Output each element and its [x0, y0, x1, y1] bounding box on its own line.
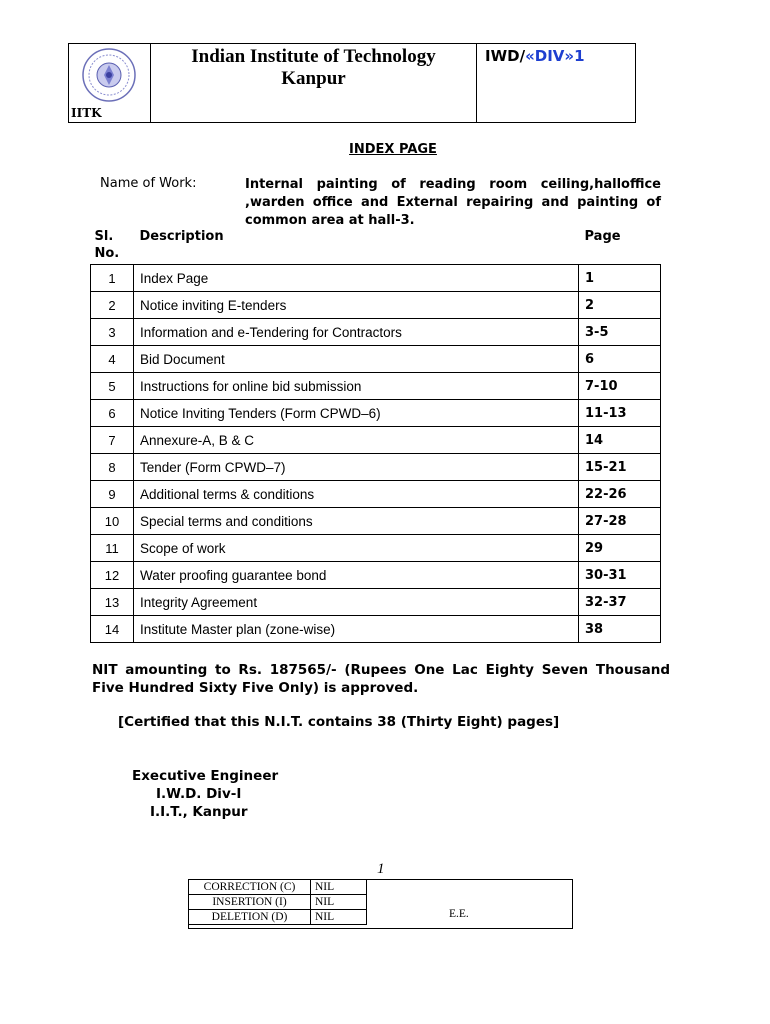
table-row	[91, 616, 661, 643]
signatory-division: I.W.D. Div-I	[156, 786, 242, 802]
institute-title	[151, 44, 477, 122]
page-cell: 32-37	[579, 589, 661, 616]
page-header: Page	[584, 229, 621, 244]
code-prefix: IWD/	[485, 47, 526, 65]
description-cell: Institute Master plan (zone-wise)	[134, 616, 579, 643]
iitk-logo	[81, 47, 137, 103]
sl-cell: 8	[91, 454, 134, 481]
sl-cell: 6	[91, 400, 134, 427]
table-row	[91, 373, 661, 400]
description-header: Description	[139, 229, 224, 244]
description-cell: Additional terms & conditions	[134, 481, 579, 508]
page-cell: 11-13	[579, 400, 661, 427]
table-row	[91, 508, 661, 535]
insertion-value: NIL	[311, 895, 367, 910]
code-suffix: 1	[574, 47, 585, 65]
description-cell: Instructions for online bid submission	[134, 373, 579, 400]
page-cell: 38	[579, 616, 661, 643]
sl-cell: 5	[91, 373, 134, 400]
signatory-designation: Executive Engineer	[132, 768, 279, 784]
page-cell: 6	[579, 346, 661, 373]
description-cell: Notice inviting E-tenders	[134, 292, 579, 319]
sl-header-line1: Sl.	[94, 229, 114, 244]
ee-signature-label: E.E.	[449, 908, 469, 920]
correction-row	[189, 895, 367, 910]
page-cell: 27-28	[579, 508, 661, 535]
table-row	[91, 346, 661, 373]
description-cell: Index Page	[134, 265, 579, 292]
correction-value: NIL	[311, 880, 367, 895]
description-cell: Special terms and conditions	[134, 508, 579, 535]
table-row	[91, 481, 661, 508]
description-cell: Integrity Agreement	[134, 589, 579, 616]
correction-table	[189, 880, 367, 925]
index-table	[90, 226, 661, 643]
sl-cell: 13	[91, 589, 134, 616]
description-cell: Bid Document	[134, 346, 579, 373]
index-page-title: INDEX PAGE	[349, 142, 437, 157]
code-merge-field: «DIV»	[525, 47, 575, 65]
table-row	[91, 589, 661, 616]
page-cell: 15-21	[579, 454, 661, 481]
name-of-work-text: Internal painting of reading room ceiling,halloffice ,warden office and External repairing and painting of common area at hall-3.	[245, 177, 661, 228]
document-code	[485, 47, 585, 65]
logo-caption: IITK	[71, 106, 102, 120]
nit-approval-statement: NIT amounting to Rs. 187565/- (Rupees One Lac Eighty Seven Thousand Five Hundred Sixty Five Only) is approved.	[92, 662, 670, 696]
table-row	[91, 427, 661, 454]
page-cell: 7-10	[579, 373, 661, 400]
signatory-institute: I.I.T., Kanpur	[150, 804, 248, 820]
sl-cell: 3	[91, 319, 134, 346]
table-row	[91, 292, 661, 319]
name-of-work-label: Name of Work:	[100, 176, 197, 191]
institute-name-line2: Kanpur	[281, 68, 346, 89]
description-cell: Information and e-Tendering for Contractors	[134, 319, 579, 346]
page-cell: 30-31	[579, 562, 661, 589]
page-cell: 3-5	[579, 319, 661, 346]
description-cell: Annexure-A, B & C	[134, 427, 579, 454]
sl-cell: 2	[91, 292, 134, 319]
page-cell: 29	[579, 535, 661, 562]
table-row	[91, 535, 661, 562]
sl-cell: 4	[91, 346, 134, 373]
logo-cell	[69, 44, 151, 122]
sl-cell: 12	[91, 562, 134, 589]
sl-cell: 11	[91, 535, 134, 562]
page-cell: 14	[579, 427, 661, 454]
table-row	[91, 319, 661, 346]
correction-label: CORRECTION (C)	[189, 880, 311, 895]
document-code-cell	[477, 44, 635, 122]
certification-note: [Certified that this N.I.T. contains 38 (Thirty Eight) pages]	[118, 714, 560, 730]
insertion-label: INSERTION (I)	[189, 895, 311, 910]
table-header-row	[91, 226, 661, 265]
correction-row	[189, 910, 367, 925]
description-cell: Scope of work	[134, 535, 579, 562]
page-number: 1	[377, 861, 385, 877]
table-row	[91, 454, 661, 481]
sl-cell: 9	[91, 481, 134, 508]
page-cell: 22-26	[579, 481, 661, 508]
description-cell: Water proofing guarantee bond	[134, 562, 579, 589]
sl-no-header	[91, 226, 134, 265]
sl-cell: 1	[91, 265, 134, 292]
page-cell: 1	[579, 265, 661, 292]
description-cell: Notice Inviting Tenders (Form CPWD–6)	[134, 400, 579, 427]
sl-cell: 7	[91, 427, 134, 454]
correction-row	[189, 880, 367, 895]
sl-cell: 14	[91, 616, 134, 643]
table-row	[91, 265, 661, 292]
deletion-value: NIL	[311, 910, 367, 925]
correction-box	[188, 879, 573, 929]
table-row	[91, 562, 661, 589]
sl-header-line2: No.	[94, 246, 120, 261]
page-cell: 2	[579, 292, 661, 319]
deletion-label: DELETION (D)	[189, 910, 311, 925]
institute-name-line1: Indian Institute of Technology	[191, 46, 436, 67]
document-header	[68, 43, 636, 123]
sl-cell: 10	[91, 508, 134, 535]
description-cell: Tender (Form CPWD–7)	[134, 454, 579, 481]
table-row	[91, 400, 661, 427]
